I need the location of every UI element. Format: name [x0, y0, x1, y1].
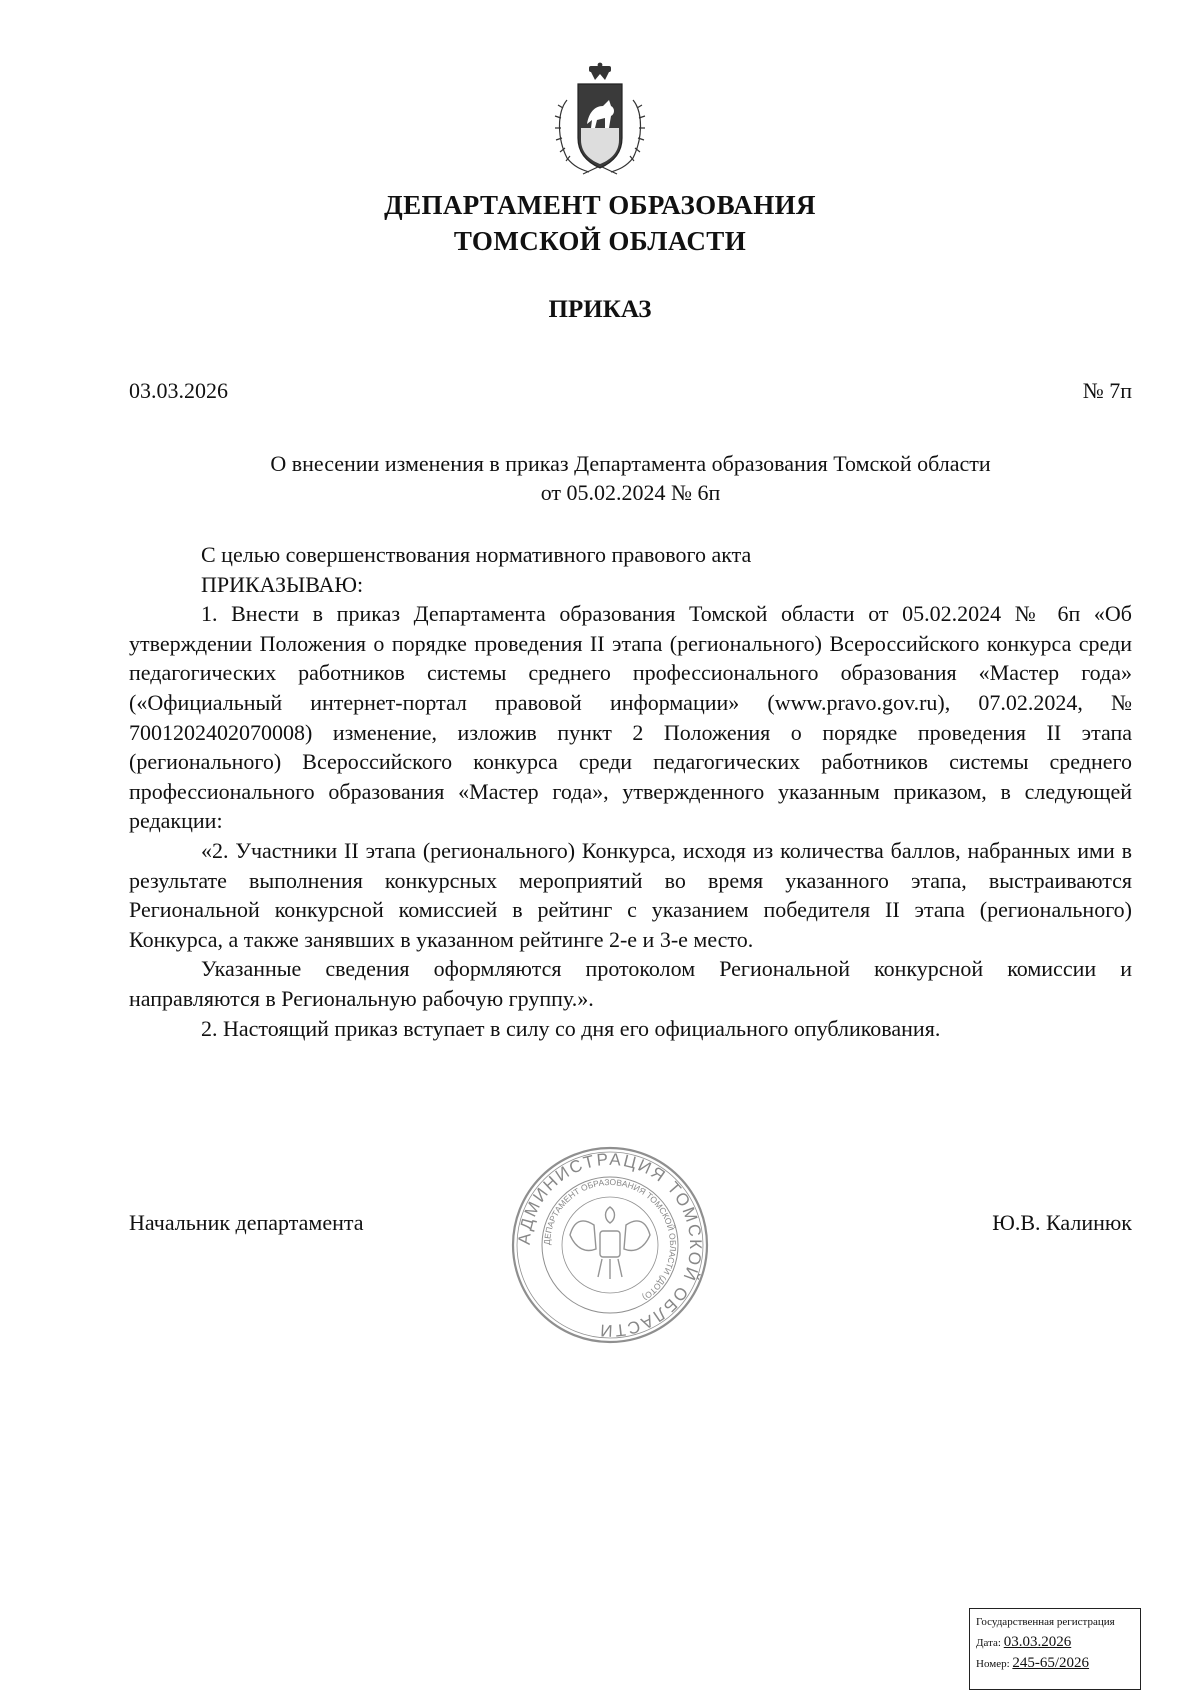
order-item-2: 2. Настоящий приказ вступает в силу со дня его официального опубликования. — [201, 1015, 941, 1041]
seal-outer-text: АДМИНИСТРАЦИЯ ТОМСКОЙ ОБЛАСТИ — [514, 1149, 706, 1341]
coat-of-arms-icon — [553, 62, 647, 184]
organization-name-line1: ДЕПАРТАМЕНТ ОБРАЗОВАНИЯ — [384, 190, 816, 220]
document-date: 03.03.2026 — [129, 378, 228, 403]
organization-name-line2: ТОМСКОЙ ОБЛАСТИ — [453, 226, 747, 256]
subject-line1: О внесении изменения в приказ Департамента образования Томской области — [270, 451, 991, 476]
registration-number-value: 245-65/2026 — [1012, 1655, 1090, 1671]
subject-line2: от 05.02.2024 № 6п — [540, 480, 721, 505]
registration-box — [969, 1608, 1141, 1690]
registration-number-label: Номер: — [976, 1658, 1010, 1670]
seal-inner-text: ДЕПАРТАМЕНТ ОБРАЗОВАНИЯ ТОМСКОЙ ОБЛАСТИ (ДОТО) — [541, 1176, 679, 1303]
signatory-title: Начальник департамента — [129, 1210, 364, 1235]
registration-date-row — [976, 1632, 1134, 1653]
signatory-name: Ю.В. Калинюк — [992, 1210, 1132, 1235]
quoted-paragraph-1: «2. Участники II этапа (регионального) Конкурса, исходя из количества баллов, набранных ими в результате выполнения конкурсных мероприятий во время указанного этапа, выстраиваются Региональной конкурсной комиссией в рейтинг с указанием победителя II этапа (регионального) Конкурса, а также занявших в указанном рейтинге 2-е и 3-е место. — [129, 837, 1132, 952]
registration-number-row — [976, 1653, 1134, 1674]
order-word: ПРИКАЗЫВАЮ: — [201, 571, 364, 597]
order-item-1: 1. Внести в приказ Департамента образования Томской области от 05.02.2024 № 6п «Об утверждении Положения о порядке проведения II этапа (регионального) Всероссийского конкурса среди педагогических работников системы среднего профессионального образования «Мастер года» («Официальный интернет-портал правовой информации» (www.pravo.gov.ru), 07.02.2024, № 7001202402070008) изменение, изложив пункт 2 Положения о порядке проведения II этапа (регионального) Всероссийского конкурса среди педагогических работников системы среднего профессионального образования «Мастер года», утвержденного указанным приказом, в следующей редакции: — [129, 601, 1132, 834]
quoted-paragraph-2: Указанные сведения оформляются протоколом Региональной конкурсной комиссии и направляются в Региональную рабочую группу.». — [129, 956, 1132, 1011]
purpose-paragraph: С целью совершенствования нормативного правового акта — [201, 542, 752, 567]
registration-heading: Государственная регистрация — [976, 1616, 1115, 1628]
document-type-title: ПРИКАЗ — [548, 296, 652, 323]
document-body — [129, 540, 1132, 1043]
official-seal-icon — [510, 1145, 710, 1345]
registration-date-value: 03.03.2026 — [1003, 1634, 1072, 1650]
document-subject — [129, 449, 1132, 507]
document-number: № 7п — [1082, 378, 1132, 403]
registration-date-label: Дата: — [976, 1637, 1001, 1649]
